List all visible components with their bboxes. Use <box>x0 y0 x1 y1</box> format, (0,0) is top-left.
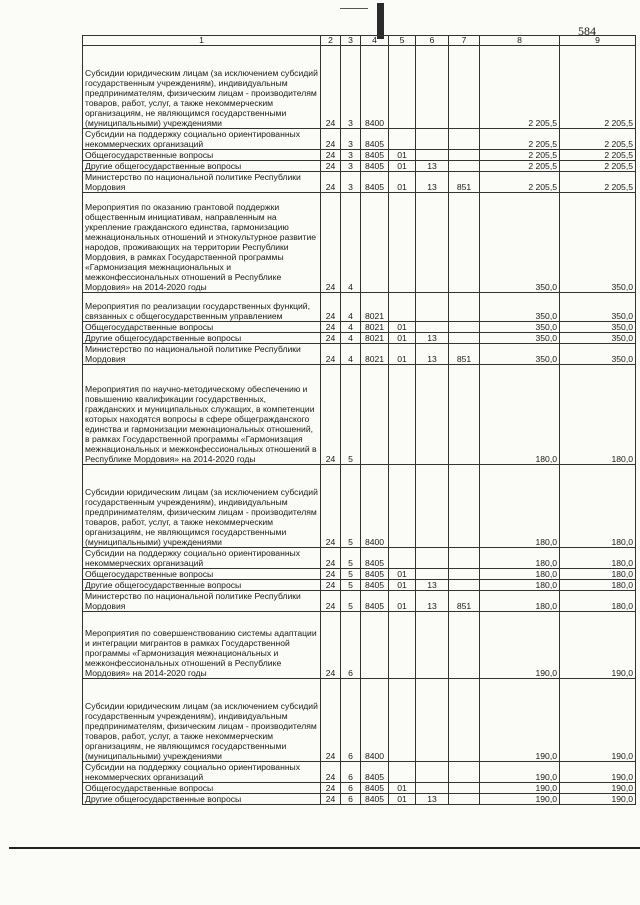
row-code-cell-2: 24 <box>321 129 341 150</box>
row-description-cell: Субсидии на поддержку социально ориентированных некоммерческих организаций <box>83 129 321 150</box>
row-code-cell-4: 8405 <box>361 129 389 150</box>
row-code-cell-8: 190,0 <box>480 783 560 794</box>
row-code-cell-7 <box>449 129 480 150</box>
table-row <box>83 333 636 344</box>
row-code-cell-4 <box>361 193 389 293</box>
row-code-cell-3: 4 <box>341 193 361 293</box>
row-code-cell-7 <box>449 365 480 465</box>
row-code-cell-8: 2 205,5 <box>480 150 560 161</box>
row-description-cell: Общегосударственные вопросы <box>83 322 321 333</box>
row-code-cell-3: 5 <box>341 580 361 591</box>
row-code-cell-7: 851 <box>449 591 480 612</box>
row-code-cell-5 <box>389 762 416 783</box>
row-code-cell-5: 01 <box>389 344 416 365</box>
row-code-cell-5: 01 <box>389 322 416 333</box>
row-code-cell-9: 180,0 <box>560 580 636 591</box>
row-code-cell-2: 24 <box>321 580 341 591</box>
table-row <box>83 129 636 150</box>
column-header-4: 4 <box>361 36 389 46</box>
row-code-cell-3: 6 <box>341 679 361 762</box>
row-code-cell-5 <box>389 365 416 465</box>
row-code-cell-2: 24 <box>321 548 341 569</box>
row-code-cell-7 <box>449 794 480 805</box>
row-code-cell-9: 2 205,5 <box>560 172 636 193</box>
row-code-cell-5: 01 <box>389 794 416 805</box>
row-description-cell: Министерство по национальной политике Республики Мордовия <box>83 172 321 193</box>
table-row <box>83 172 636 193</box>
table-row <box>83 150 636 161</box>
row-code-cell-6 <box>416 365 449 465</box>
row-code-cell-2: 24 <box>321 172 341 193</box>
row-code-cell-7 <box>449 193 480 293</box>
table-row <box>83 783 636 794</box>
row-code-cell-2: 24 <box>321 46 341 129</box>
table-row <box>83 548 636 569</box>
row-code-cell-8: 190,0 <box>480 679 560 762</box>
row-code-cell-2: 24 <box>321 783 341 794</box>
row-code-cell-2: 24 <box>321 193 341 293</box>
row-description-cell: Общегосударственные вопросы <box>83 150 321 161</box>
row-code-cell-5 <box>389 679 416 762</box>
row-code-cell-7: 851 <box>449 344 480 365</box>
column-header-7: 7 <box>449 36 480 46</box>
row-code-cell-6 <box>416 129 449 150</box>
row-code-cell-7 <box>449 783 480 794</box>
row-code-cell-4: 8405 <box>361 150 389 161</box>
row-code-cell-2: 24 <box>321 344 341 365</box>
row-code-cell-6: 13 <box>416 172 449 193</box>
row-code-cell-2: 24 <box>321 679 341 762</box>
row-code-cell-4: 8021 <box>361 322 389 333</box>
table-row <box>83 465 636 548</box>
row-description-cell: Субсидии на поддержку социально ориентированных некоммерческих организаций <box>83 548 321 569</box>
row-code-cell-6 <box>416 548 449 569</box>
column-header-2: 2 <box>321 36 341 46</box>
row-code-cell-8: 2 205,5 <box>480 172 560 193</box>
row-code-cell-9: 350,0 <box>560 333 636 344</box>
row-code-cell-5 <box>389 129 416 150</box>
row-code-cell-2: 24 <box>321 762 341 783</box>
row-code-cell-5: 01 <box>389 150 416 161</box>
table-row <box>83 161 636 172</box>
budget-table <box>82 35 636 805</box>
row-description-cell: Общегосударственные вопросы <box>83 569 321 580</box>
row-code-cell-2: 24 <box>321 150 341 161</box>
row-code-cell-4 <box>361 365 389 465</box>
row-description-cell: Субсидии юридическим лицам (за исключением субсидий государственным учреждениям), индивидуальным предпринимателям, физическим лицам - производителям товаров, работ, услуг, а также некоммерческим организациям, не являющимся государственными (муниципальными) учреждениями <box>83 465 321 548</box>
table-row <box>83 794 636 805</box>
row-description-cell: Общегосударственные вопросы <box>83 783 321 794</box>
row-code-cell-3: 6 <box>341 762 361 783</box>
table-header-row <box>83 36 636 46</box>
table-row <box>83 580 636 591</box>
row-code-cell-3: 5 <box>341 591 361 612</box>
row-description-cell: Мероприятия по оказанию грантовой поддержки общественным инициативам, направленным на укрепление гражданского единства, гармонизацию межнациональных отношений и этнокультурное развитие народов, проживающих на территории Республики Мордовия, в рамках Государственной программы «Гармонизация межнациональных и межконфессиональных отношений в Республике Мордовия» на 2014-2020 годы <box>83 193 321 293</box>
row-code-cell-6: 13 <box>416 344 449 365</box>
row-code-cell-7 <box>449 322 480 333</box>
row-code-cell-7 <box>449 679 480 762</box>
row-code-cell-6: 13 <box>416 333 449 344</box>
row-code-cell-9: 190,0 <box>560 612 636 679</box>
row-code-cell-5 <box>389 46 416 129</box>
row-code-cell-6 <box>416 465 449 548</box>
row-code-cell-9: 180,0 <box>560 365 636 465</box>
column-header-1: 1 <box>83 36 321 46</box>
row-code-cell-8: 180,0 <box>480 591 560 612</box>
row-code-cell-6 <box>416 46 449 129</box>
row-code-cell-6: 13 <box>416 591 449 612</box>
row-code-cell-6 <box>416 193 449 293</box>
row-description-cell: Другие общегосударственные вопросы <box>83 580 321 591</box>
row-code-cell-5: 01 <box>389 783 416 794</box>
row-code-cell-2: 24 <box>321 612 341 679</box>
row-code-cell-2: 24 <box>321 591 341 612</box>
row-code-cell-6 <box>416 293 449 322</box>
row-code-cell-9: 350,0 <box>560 344 636 365</box>
row-code-cell-8: 190,0 <box>480 612 560 679</box>
row-code-cell-8: 180,0 <box>480 365 560 465</box>
row-code-cell-5: 01 <box>389 580 416 591</box>
row-code-cell-5: 01 <box>389 569 416 580</box>
row-code-cell-8: 180,0 <box>480 580 560 591</box>
row-code-cell-5 <box>389 465 416 548</box>
table-row <box>83 365 636 465</box>
table-row <box>83 293 636 322</box>
row-code-cell-5 <box>389 293 416 322</box>
row-code-cell-4: 8021 <box>361 333 389 344</box>
row-code-cell-9: 180,0 <box>560 465 636 548</box>
table-row <box>83 193 636 293</box>
row-code-cell-5: 01 <box>389 172 416 193</box>
table-row <box>83 344 636 365</box>
row-code-cell-7 <box>449 548 480 569</box>
row-code-cell-2: 24 <box>321 322 341 333</box>
row-code-cell-2: 24 <box>321 333 341 344</box>
scan-artifact-line <box>340 8 368 9</box>
row-code-cell-3: 3 <box>341 46 361 129</box>
row-description-cell: Субсидии на поддержку социально ориентированных некоммерческих организаций <box>83 762 321 783</box>
table-row <box>83 612 636 679</box>
row-code-cell-3: 5 <box>341 465 361 548</box>
row-code-cell-7 <box>449 569 480 580</box>
row-code-cell-6: 13 <box>416 161 449 172</box>
row-code-cell-3: 5 <box>341 548 361 569</box>
row-code-cell-9: 180,0 <box>560 591 636 612</box>
row-code-cell-3: 5 <box>341 365 361 465</box>
row-code-cell-2: 24 <box>321 293 341 322</box>
table-row <box>83 46 636 129</box>
column-header-9: 9 <box>560 36 636 46</box>
row-code-cell-5: 01 <box>389 591 416 612</box>
row-code-cell-4: 8400 <box>361 46 389 129</box>
row-code-cell-2: 24 <box>321 794 341 805</box>
row-code-cell-3: 3 <box>341 150 361 161</box>
row-description-cell: Другие общегосударственные вопросы <box>83 161 321 172</box>
row-code-cell-8: 190,0 <box>480 794 560 805</box>
table-row <box>83 322 636 333</box>
row-code-cell-2: 24 <box>321 161 341 172</box>
row-code-cell-7 <box>449 612 480 679</box>
row-code-cell-7 <box>449 465 480 548</box>
row-code-cell-8: 2 205,5 <box>480 46 560 129</box>
row-code-cell-4: 8400 <box>361 465 389 548</box>
table-row <box>83 762 636 783</box>
row-code-cell-4: 8400 <box>361 679 389 762</box>
row-description-cell: Другие общегосударственные вопросы <box>83 333 321 344</box>
row-code-cell-6 <box>416 569 449 580</box>
row-code-cell-9: 180,0 <box>560 548 636 569</box>
row-code-cell-3: 6 <box>341 783 361 794</box>
row-code-cell-4: 8405 <box>361 783 389 794</box>
row-code-cell-9: 2 205,5 <box>560 129 636 150</box>
row-code-cell-4: 8405 <box>361 591 389 612</box>
row-description-cell: Другие общегосударственные вопросы <box>83 794 321 805</box>
row-code-cell-5 <box>389 193 416 293</box>
row-description-cell: Мероприятия по реализации государственных функций, связанных с общегосударственным управлением <box>83 293 321 322</box>
row-description-cell: Субсидии юридическим лицам (за исключением субсидий государственным учреждениям), индивидуальным предпринимателям, физическим лицам - производителям товаров, работ, услуг, а также некоммерческим организациям, не являющимся государственными (муниципальными) учреждениями <box>83 46 321 129</box>
row-code-cell-8: 350,0 <box>480 344 560 365</box>
row-code-cell-3: 6 <box>341 794 361 805</box>
row-code-cell-7: 851 <box>449 172 480 193</box>
row-code-cell-4: 8021 <box>361 293 389 322</box>
row-code-cell-4: 8405 <box>361 569 389 580</box>
row-code-cell-3: 4 <box>341 333 361 344</box>
row-code-cell-6 <box>416 322 449 333</box>
row-code-cell-9: 350,0 <box>560 322 636 333</box>
row-code-cell-4: 8021 <box>361 344 389 365</box>
row-code-cell-4: 8405 <box>361 161 389 172</box>
row-code-cell-4: 8405 <box>361 548 389 569</box>
row-code-cell-7 <box>449 161 480 172</box>
row-code-cell-3: 5 <box>341 569 361 580</box>
row-code-cell-5 <box>389 612 416 679</box>
row-description-cell: Мероприятия по совершенствованию системы адаптации и интеграции мигрантов в рамках Государственной программы «Гармонизация межнациональных и межконфессиональных отношений в Республике Мордовия» на 2014-2020 годы <box>83 612 321 679</box>
row-code-cell-8: 180,0 <box>480 465 560 548</box>
row-code-cell-8: 350,0 <box>480 333 560 344</box>
row-code-cell-8: 180,0 <box>480 569 560 580</box>
row-code-cell-8: 180,0 <box>480 548 560 569</box>
column-header-8: 8 <box>480 36 560 46</box>
row-code-cell-9: 2 205,5 <box>560 161 636 172</box>
column-header-5: 5 <box>389 36 416 46</box>
row-code-cell-8: 190,0 <box>480 762 560 783</box>
table-row <box>83 679 636 762</box>
row-code-cell-9: 350,0 <box>560 293 636 322</box>
row-code-cell-7 <box>449 150 480 161</box>
row-code-cell-9: 190,0 <box>560 679 636 762</box>
scan-artifact-mark <box>377 3 384 39</box>
page-number: 584 <box>578 24 596 38</box>
column-header-3: 3 <box>341 36 361 46</box>
row-code-cell-7 <box>449 762 480 783</box>
table-row <box>83 569 636 580</box>
row-code-cell-9: 2 205,5 <box>560 46 636 129</box>
row-code-cell-4: 8405 <box>361 172 389 193</box>
row-code-cell-6 <box>416 612 449 679</box>
row-code-cell-9: 190,0 <box>560 794 636 805</box>
row-code-cell-4: 8405 <box>361 580 389 591</box>
row-code-cell-6 <box>416 150 449 161</box>
row-code-cell-5 <box>389 548 416 569</box>
row-code-cell-2: 24 <box>321 569 341 580</box>
row-code-cell-8: 350,0 <box>480 293 560 322</box>
row-code-cell-9: 190,0 <box>560 783 636 794</box>
column-header-6: 6 <box>416 36 449 46</box>
row-code-cell-9: 350,0 <box>560 193 636 293</box>
row-code-cell-2: 24 <box>321 365 341 465</box>
row-code-cell-6 <box>416 783 449 794</box>
row-code-cell-3: 3 <box>341 172 361 193</box>
row-code-cell-3: 4 <box>341 293 361 322</box>
row-description-cell: Министерство по национальной политике Республики Мордовия <box>83 591 321 612</box>
row-code-cell-4: 8405 <box>361 794 389 805</box>
row-code-cell-7 <box>449 46 480 129</box>
row-description-cell: Мероприятия по научно-методическому обеспечению и повышению квалификации государственных, гражданских и муниципальных служащих, в компетенции которых находятся вопросы в сфере общегражданского единства и гармонизации межнациональных отношений, в рамках Государственной программы «Гармонизация межнациональных и межконфессиональных отношений в Республике Мордовия» на 2014-2020 годы <box>83 365 321 465</box>
row-code-cell-3: 3 <box>341 161 361 172</box>
row-code-cell-7 <box>449 333 480 344</box>
bottom-rule <box>9 847 640 849</box>
row-code-cell-3: 6 <box>341 612 361 679</box>
row-code-cell-3: 4 <box>341 344 361 365</box>
row-code-cell-9: 2 205,5 <box>560 150 636 161</box>
row-code-cell-9: 190,0 <box>560 762 636 783</box>
row-code-cell-9: 180,0 <box>560 569 636 580</box>
row-code-cell-6 <box>416 762 449 783</box>
row-code-cell-4 <box>361 612 389 679</box>
row-code-cell-8: 2 205,5 <box>480 129 560 150</box>
row-description-cell: Министерство по национальной политике Республики Мордовия <box>83 344 321 365</box>
row-code-cell-6 <box>416 679 449 762</box>
row-code-cell-5: 01 <box>389 333 416 344</box>
table-row <box>83 591 636 612</box>
row-code-cell-8: 350,0 <box>480 322 560 333</box>
row-code-cell-6: 13 <box>416 580 449 591</box>
row-code-cell-6: 13 <box>416 794 449 805</box>
row-code-cell-3: 3 <box>341 129 361 150</box>
row-code-cell-2: 24 <box>321 465 341 548</box>
row-code-cell-8: 350,0 <box>480 193 560 293</box>
row-code-cell-7 <box>449 580 480 591</box>
row-description-cell: Субсидии юридическим лицам (за исключением субсидий государственным учреждениям), индивидуальным предпринимателям, физическим лицам - производителям товаров, работ, услуг, а также некоммерческим организациям, не являющимся государственными (муниципальными) учреждениями <box>83 679 321 762</box>
row-code-cell-3: 4 <box>341 322 361 333</box>
row-code-cell-5: 01 <box>389 161 416 172</box>
row-code-cell-8: 2 205,5 <box>480 161 560 172</box>
row-code-cell-4: 8405 <box>361 762 389 783</box>
row-code-cell-7 <box>449 293 480 322</box>
